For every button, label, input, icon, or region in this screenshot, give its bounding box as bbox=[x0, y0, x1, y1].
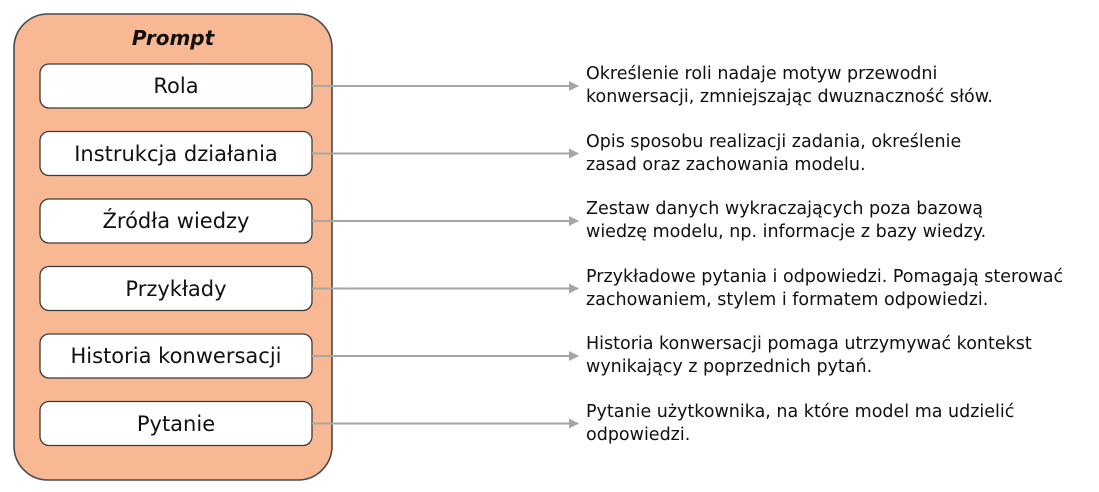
component-description bbox=[586, 266, 1091, 312]
component-description bbox=[586, 198, 1091, 244]
component-description bbox=[586, 333, 1091, 379]
description-line: Opis sposobu realizacji zadania, określenie bbox=[586, 131, 962, 152]
component-description bbox=[586, 63, 1091, 109]
description-line: Pytanie użytkownika, na które model ma udzielić bbox=[586, 401, 1015, 422]
component-label: Przykłady bbox=[125, 276, 227, 301]
description-line: wiedzę modelu, np. informacje z bazy wiedzy. bbox=[586, 222, 987, 242]
component-label: Instrukcja działania bbox=[74, 141, 278, 166]
description-line: zachowaniem, stylem i formatem odpowiedzi. bbox=[586, 289, 989, 310]
description-line: Historia konwersacji pomaga utrzymywać kontekst bbox=[586, 334, 1032, 354]
component-description bbox=[586, 401, 1091, 447]
description-line: odpowiedzi. bbox=[586, 424, 691, 445]
prompt-title: Prompt bbox=[131, 26, 215, 50]
description-line: Przykładowe pytania i odpowiedzi. Pomagają sterować bbox=[586, 266, 1064, 287]
component-label: Źródła wiedzy bbox=[102, 209, 250, 233]
description-line: Zestaw danych wykraczających poza bazową bbox=[586, 199, 984, 219]
description-line: wynikający z poprzednich pytań. bbox=[586, 357, 873, 377]
description-line: Określenie roli nadaje motyw przewodni bbox=[586, 64, 938, 84]
component-description bbox=[586, 131, 1091, 177]
component-label: Historia konwersacji bbox=[70, 344, 282, 368]
component-label: Rola bbox=[153, 74, 199, 98]
component-label: Pytanie bbox=[136, 411, 216, 436]
description-line: zasad oraz zachowania modelu. bbox=[586, 154, 866, 175]
description-line: konwersacji, zmniejszając dwuznaczność słów. bbox=[586, 87, 993, 107]
